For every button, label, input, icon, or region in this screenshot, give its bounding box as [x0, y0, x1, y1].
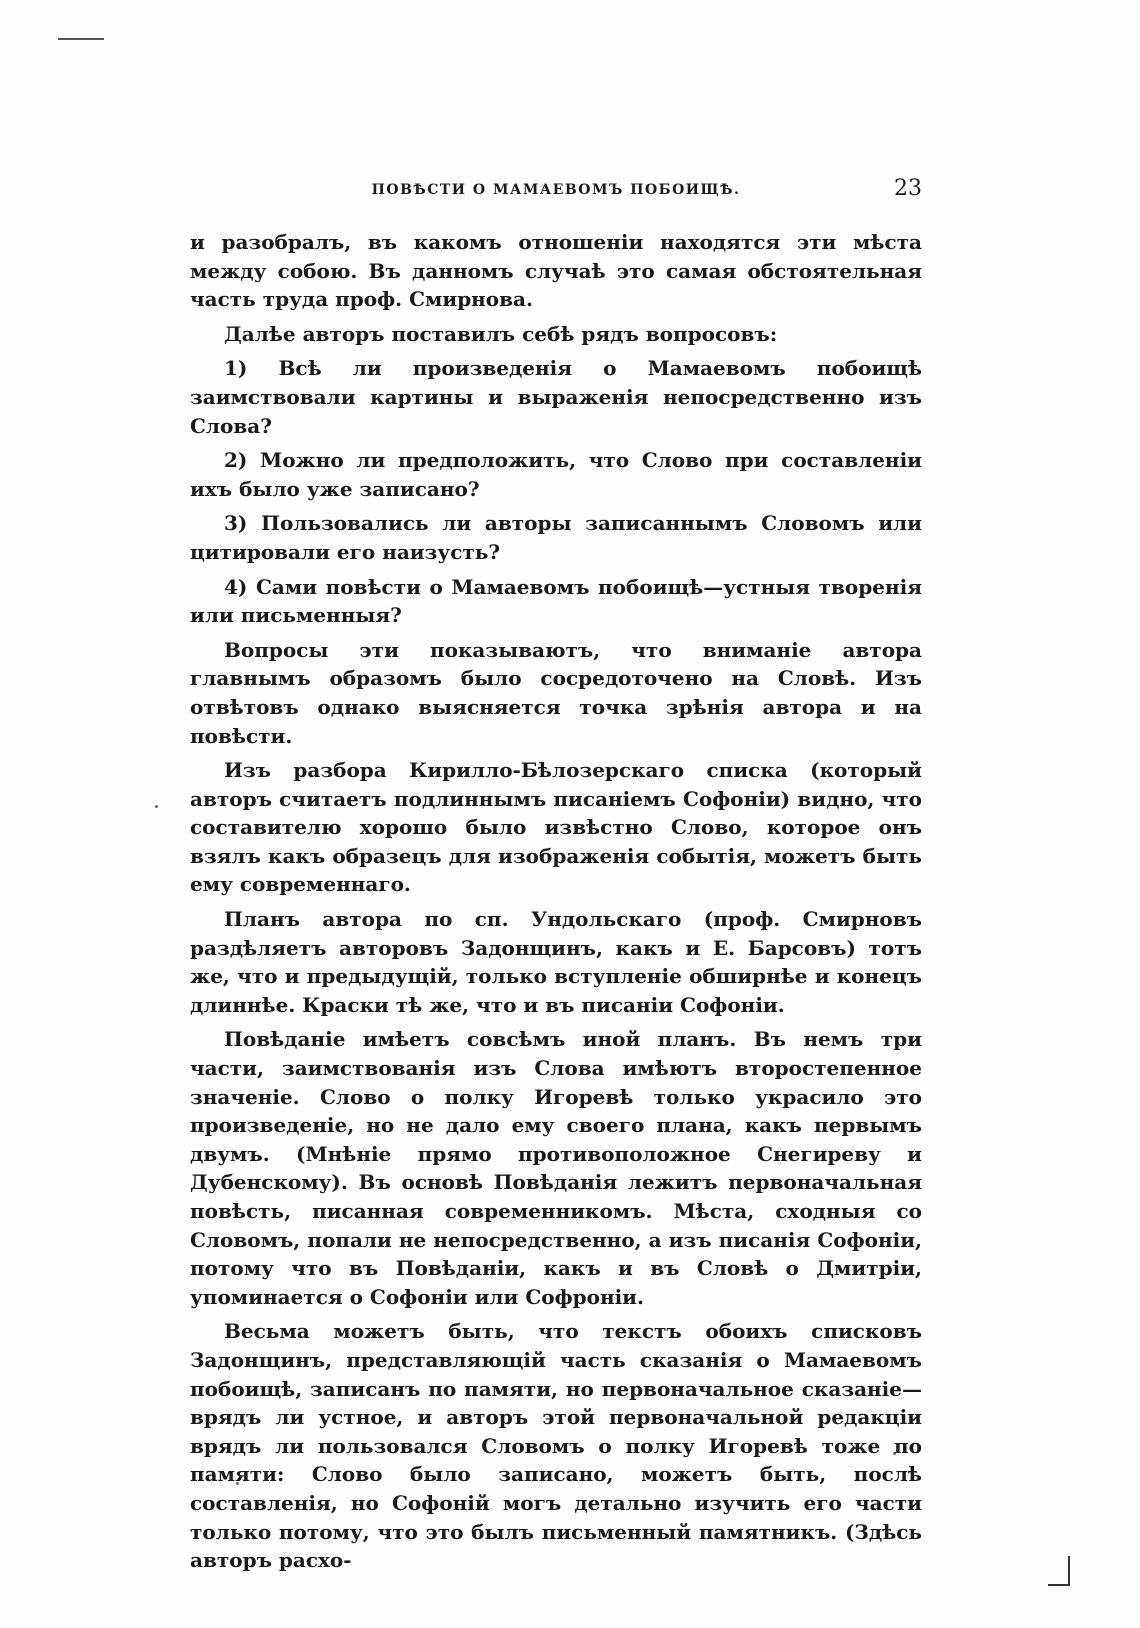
- paragraph: Далѣе авторъ поставилъ себѣ рядъ вопросовъ:: [224, 321, 778, 346]
- scan-edge-mark-top: [58, 38, 104, 40]
- paragraph: Повѣданiе имѣетъ совсѣмъ иной планъ. Въ немъ три части, заимствованiя изъ Слова имѣютъ второстепенное значенiе. Слово о полку Игоревѣ только украсило это произведенiе, но не дало ему своего плана, какъ первымъ двумъ. (Мнѣнiе прямо противоположное Снегиреву и Дубенскому). Въ основѣ Повѣданiя лежитъ первоначальная повѣсть, писанная современникомъ. Мѣста, сходныя со Словомъ, попали не непосредственно, а изъ писанiя Софонiи, потому что въ Повѣданiи, какъ и въ Словѣ о Дмитрiи, упоминается о Софонiи или Софронiи.: [190, 1027, 922, 1309]
- running-title: ПОВѢСТИ О МАМАЕВОМЪ ПОБОИЩѢ.: [371, 182, 741, 198]
- paragraph: Изъ разбора Кирилло-Бѣлозерскаго списка (который авторъ считаетъ подлиннымъ писанiемъ Софонiи) видно, что составителю хорошо было извѣстно Слово, которое онъ взялъ какъ образецъ для изображенiя событiя, можетъ быть ему современнаго.: [190, 758, 922, 897]
- paragraph: Вопросы эти показываютъ, что вниманiе автора главнымъ образомъ было сосредоточено на Словѣ. Изъ отвѣтовъ однако выясняется точка зрѣнiя автора и на повѣсти.: [190, 637, 922, 748]
- scan-edge-mark-bottom: [1048, 1556, 1070, 1586]
- page-number: 23: [894, 176, 922, 201]
- question-item: 2) Можно ли предположить, что Слово при составленiи ихъ было уже записано?: [190, 448, 922, 501]
- question-item: 1) Всѣ ли произведенiя о Мамаевомъ побоищѣ заимствовали картины и выраженiя непосредственно изъ Слова?: [190, 356, 922, 438]
- paragraph: Планъ автора по сп. Ундольскаго (проф. Смирновъ раздѣляетъ авторовъ Задонщинъ, какъ и Е. Барсовъ) тотъ же, что и предыдущiй, только вступленiе обширнѣе и конецъ длиннѣе. Краски тѣ же, что и въ писанiи Софонiи.: [190, 907, 922, 1017]
- paragraph: Весьма можетъ быть, что текстъ обоихъ списковъ Задонщинъ, представляющiй часть сказанiя о Мамаевомъ побоищѣ, записанъ по памяти, но первоначальное сказанiе—врядъ ли устное, и авторъ этой первоначальной редакцiи врядъ ли пользовался Словомъ о полку Игоревѣ тоже по памяти: Слово было записано, можетъ быть, послѣ составленiя, но Софонiй могъ детально изучить его части только потому, что это былъ письменный памятникъ. (Здѣсь авторъ расхо-: [190, 1319, 922, 1573]
- question-item: 3) Пользовались ли авторы записаннымъ Словомъ или цитировали его наизусть?: [190, 511, 922, 564]
- scan-speck: [155, 805, 158, 808]
- body-text: [190, 228, 922, 1581]
- question-item: 4) Сами повѣсти о Мамаевомъ побоищѣ—устныя творенiя или письменныя?: [190, 574, 922, 628]
- paragraph: и разобралъ, въ какомъ отношенiи находятся эти мѣста между собою. Въ данномъ случаѣ это самая обстоятельная часть труда проф. Смирнова.: [190, 230, 922, 312]
- page-header: [190, 176, 922, 202]
